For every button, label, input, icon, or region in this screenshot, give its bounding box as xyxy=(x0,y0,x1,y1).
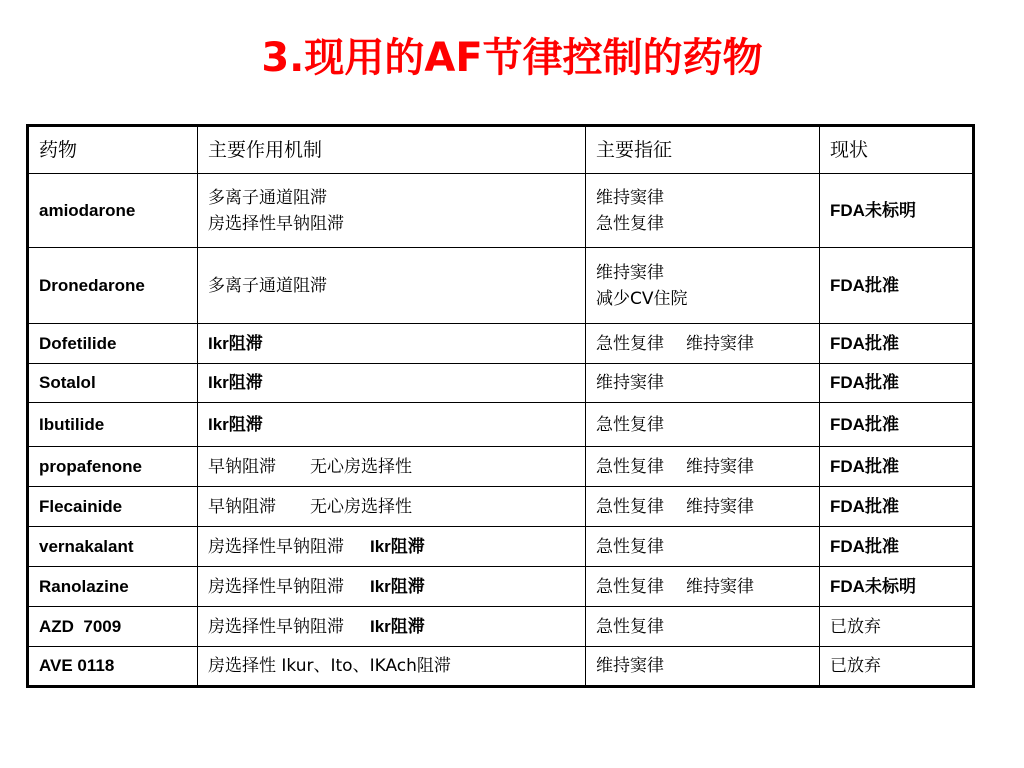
header-status: 现状 xyxy=(820,126,974,174)
mechanism-cell xyxy=(198,447,586,487)
indication-line: 急性复律 xyxy=(596,616,664,637)
drug-cell xyxy=(28,567,198,607)
table-row xyxy=(28,487,974,527)
drug-cell xyxy=(28,248,198,324)
drug-cell xyxy=(28,607,198,647)
mechanism-line: 早钠阻滞 xyxy=(208,496,276,517)
status-text: FDA批准 xyxy=(830,414,899,434)
mechanism-line: 房选择性 Ikur、Ito、IKAch阻滞 xyxy=(208,656,451,676)
mechanism-line: 房选择性早钠阻滞 xyxy=(208,536,344,557)
status-cell xyxy=(820,527,974,567)
mechanism-line: 无心房选择性 xyxy=(310,496,412,517)
table-row xyxy=(28,647,974,687)
indication-cell xyxy=(586,248,820,324)
drug-cell xyxy=(28,403,198,447)
status-cell xyxy=(820,364,974,403)
drug-name: AZD 7009 xyxy=(39,616,122,636)
indication-cell xyxy=(586,403,820,447)
status-cell xyxy=(820,248,974,324)
status-text: FDA批准 xyxy=(830,456,899,476)
table-row xyxy=(28,248,974,324)
indication-line: 维持窦律 xyxy=(686,333,754,354)
status-cell xyxy=(820,324,974,364)
table-body xyxy=(28,174,974,687)
mechanism-cell xyxy=(198,248,586,324)
mechanism-line: Ikr阻滞 xyxy=(370,576,425,596)
mechanism-cell xyxy=(198,174,586,248)
indication-cell xyxy=(586,607,820,647)
indication-line: 急性复律 xyxy=(596,576,664,597)
mechanism-line: Ikr阻滞 xyxy=(208,414,263,434)
indication-cell xyxy=(586,527,820,567)
mechanism-cell xyxy=(198,403,586,447)
mechanism-cell xyxy=(198,567,586,607)
indication-line: 维持窦律 xyxy=(596,656,664,676)
table-row xyxy=(28,447,974,487)
drug-cell xyxy=(28,647,198,687)
drug-name: AVE 0118 xyxy=(39,656,115,675)
mechanism-cell xyxy=(198,487,586,527)
indication-line: 急性复律 xyxy=(596,536,664,557)
indication-line: 急性复律 xyxy=(596,496,664,517)
indication-line: 维持窦律 xyxy=(686,496,754,517)
indication-line: 维持窦律 xyxy=(596,187,664,208)
header-drug: 药物 xyxy=(28,126,198,174)
indication-cell xyxy=(586,324,820,364)
drug-name: amiodarone xyxy=(39,200,136,220)
status-text: 已放弃 xyxy=(830,616,881,637)
drug-name: Flecainide xyxy=(39,496,123,516)
indication-line: 急性复律 xyxy=(596,456,664,477)
drug-cell xyxy=(28,527,198,567)
mechanism-line: Ikr阻滞 xyxy=(208,373,263,392)
status-text: FDA批准 xyxy=(830,373,899,392)
mechanism-line: 早钠阻滞 xyxy=(208,456,276,477)
indication-line: 维持窦律 xyxy=(596,373,664,393)
indication-cell xyxy=(586,647,820,687)
indication-line: 减少CV住院 xyxy=(596,288,688,309)
mechanism-cell xyxy=(198,527,586,567)
table-row xyxy=(28,324,974,364)
indication-line: 急性复律 xyxy=(596,333,664,354)
drug-name: Ranolazine xyxy=(39,576,129,596)
status-cell xyxy=(820,567,974,607)
status-cell xyxy=(820,403,974,447)
indication-cell xyxy=(586,364,820,403)
table-header-row xyxy=(28,126,974,174)
status-cell xyxy=(820,647,974,687)
drug-cell xyxy=(28,174,198,248)
mechanism-line: 无心房选择性 xyxy=(310,456,412,477)
header-indication: 主要指征 xyxy=(586,126,820,174)
mechanism-line: 多离子通道阻滞 xyxy=(208,187,327,208)
drug-name: Dofetilide xyxy=(39,333,117,353)
slide-title: 3.现用的AF节律控制的药物 xyxy=(261,35,763,81)
indication-line: 急性复律 xyxy=(596,213,664,234)
header-mechanism: 主要作用机制 xyxy=(198,126,586,174)
mechanism-cell xyxy=(198,324,586,364)
status-text: FDA批准 xyxy=(830,333,899,353)
table-row xyxy=(28,567,974,607)
mechanism-line: 房选择性早钠阻滞 xyxy=(208,616,344,637)
mechanism-line: Ikr阻滞 xyxy=(370,536,425,556)
drug-cell xyxy=(28,364,198,403)
table-row xyxy=(28,364,974,403)
status-cell xyxy=(820,447,974,487)
mechanism-line: 房选择性早钠阻滞 xyxy=(208,213,344,234)
indication-cell xyxy=(586,447,820,487)
indication-line: 维持窦律 xyxy=(596,262,664,283)
drug-name: Ibutilide xyxy=(39,414,105,434)
table-row xyxy=(28,607,974,647)
indication-line: 急性复律 xyxy=(596,414,664,435)
drug-name: Dronedarone xyxy=(39,275,145,295)
mechanism-cell xyxy=(198,647,586,687)
indication-cell xyxy=(586,174,820,248)
table-row xyxy=(28,174,974,248)
indication-cell xyxy=(586,487,820,527)
status-text: FDA批准 xyxy=(830,275,899,295)
status-cell xyxy=(820,607,974,647)
drug-name: Sotalol xyxy=(39,373,96,392)
drug-cell xyxy=(28,324,198,364)
table-row xyxy=(28,527,974,567)
drug-cell xyxy=(28,487,198,527)
table-row xyxy=(28,403,974,447)
status-text: FDA未标明 xyxy=(830,200,916,220)
indication-cell xyxy=(586,567,820,607)
mechanism-line: 多离子通道阻滞 xyxy=(208,275,327,296)
mechanism-cell xyxy=(198,607,586,647)
status-text: FDA批准 xyxy=(830,536,899,556)
indication-line: 维持窦律 xyxy=(686,456,754,477)
status-text: FDA未标明 xyxy=(830,576,916,596)
drug-table xyxy=(26,124,975,688)
mechanism-line: 房选择性早钠阻滞 xyxy=(208,576,344,597)
status-text: 已放弃 xyxy=(830,656,881,676)
drug-name: propafenone xyxy=(39,456,142,476)
mechanism-cell xyxy=(198,364,586,403)
mechanism-line: Ikr阻滞 xyxy=(208,333,263,353)
mechanism-line: Ikr阻滞 xyxy=(370,616,425,636)
drug-cell xyxy=(28,447,198,487)
drug-name: vernakalant xyxy=(39,536,134,556)
status-text: FDA批准 xyxy=(830,496,899,516)
indication-line: 维持窦律 xyxy=(686,576,754,597)
status-cell xyxy=(820,487,974,527)
status-cell xyxy=(820,174,974,248)
